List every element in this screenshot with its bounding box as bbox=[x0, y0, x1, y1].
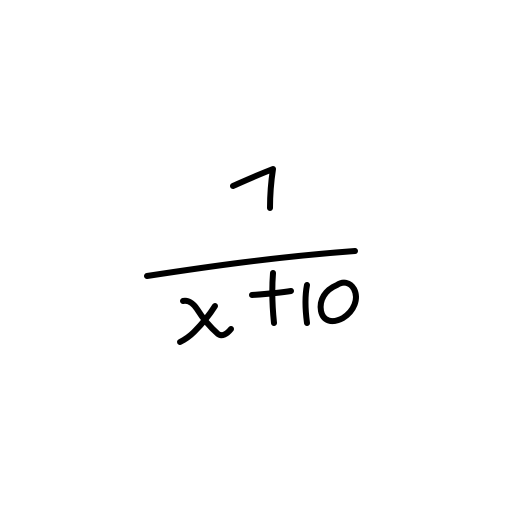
denominator-plus-sign bbox=[252, 273, 291, 323]
denominator-letter-x bbox=[180, 301, 231, 342]
numerator-digit-one bbox=[233, 169, 273, 208]
denominator-digit-one bbox=[306, 285, 308, 323]
fraction-bar bbox=[147, 251, 355, 276]
denominator-digit-zero bbox=[321, 283, 356, 321]
